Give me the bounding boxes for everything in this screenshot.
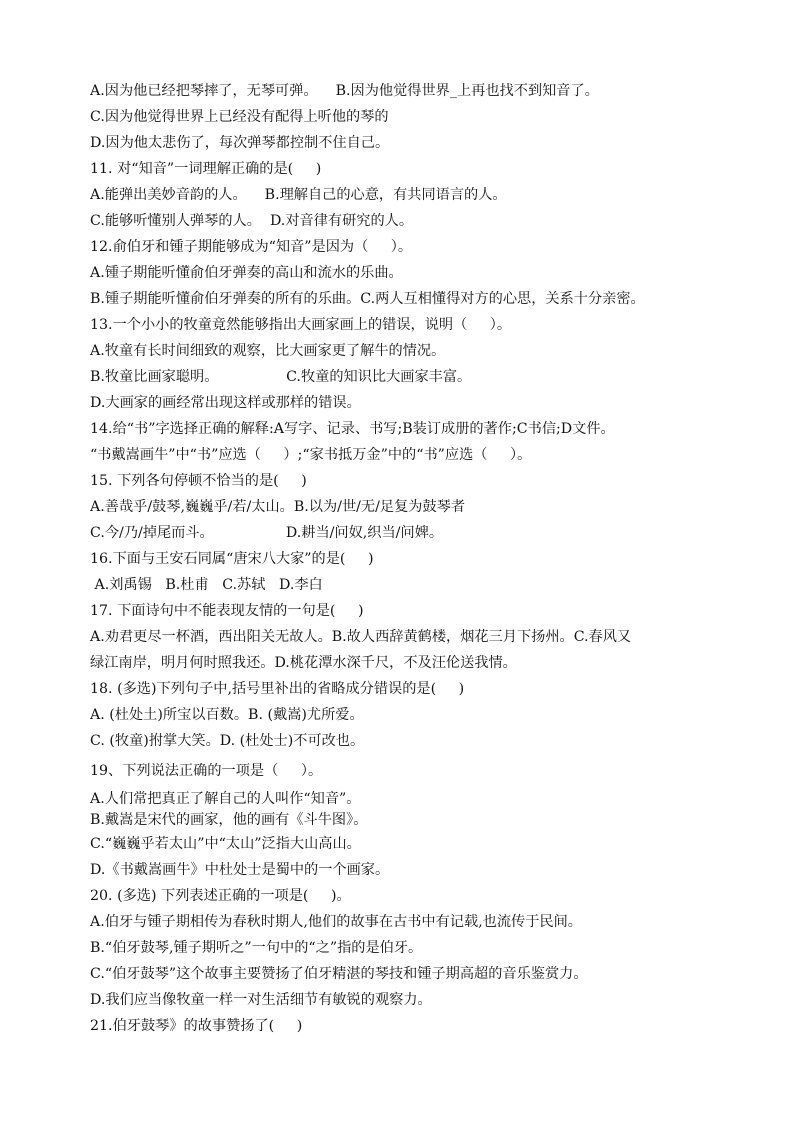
q21-stem: 21.伯牙鼓琴》的故事赞扬了( ) — [90, 1018, 303, 1034]
q20-option-d: D.我们应当像牧童一样一对生活细节有敏锐的观察力。 — [90, 992, 432, 1008]
q11-options-ab: A.能弹出美妙音韵的人。 B.理解自己的心意，有共同语言的人。 — [90, 187, 507, 203]
q15-stem: 15. 下列各句停顿不恰当的是( ) — [90, 473, 307, 489]
q20-option-b: B.“伯牙鼓琴,锺子期听之”一句中的“之”指的是伯牙。 — [90, 940, 423, 956]
q14-blanks: “书戴嵩画牛”中“书”应选（ ）;“家书抵万金”中的“书”应选（ ）。 — [90, 447, 532, 463]
q20-stem: 20. (多选) 下列表述正确的一项是( )。 — [90, 888, 351, 904]
q13-option-d: D.大画家的画经常出现这样或那样的错误。 — [90, 395, 361, 411]
q11-options-cd: C.能够听懂别人弹琴的人。 D.对音律有研究的人。 — [90, 213, 414, 229]
q19-stem: 19、下列说法正确的一项是（ ）。 — [90, 763, 323, 779]
q20-option-a: A.伯牙与锺子期相传为春秋时期人,他们的故事在古书中有记载,也流传于民间。 — [90, 914, 582, 930]
q17-stem: 17. 下面诗句中不能表现友情的一句是( ) — [90, 603, 364, 619]
q18-stem: 18. (多选)下列句子中,括号里补出的省略成分错误的是( ) — [90, 681, 465, 697]
q10-option-d: D.因为他太悲伤了，每次弹琴都控制不住自己。 — [90, 135, 390, 151]
q10-option-c: C.因为他觉得世界上已经没有配得上听他的琴的 — [90, 109, 389, 125]
q17-options-line1: A.劝君更尽一杯酒，西出阳关无故人。B.故人西辞黄鹤楼，烟花三月下扬州。C.春风又 — [90, 629, 632, 645]
q15-options-cd: C.今/乃/掉尾而斗。 D.耕当/问奴,织当/问婢。 — [90, 525, 444, 541]
q16-stem: 16.下面与王安石同属“唐宋八大家”的是( ) — [90, 551, 374, 567]
q12-options-bc: B.锺子期能听懂俞伯牙弹奏的所有的乐曲。C.两人互相懂得对方的心思，关系十分亲密。 — [90, 291, 645, 307]
q13-stem: 13.一个小小的牧童竟然能够指出大画家画上的错误，说明（ ）。 — [90, 317, 512, 333]
q15-options-ab: A.善哉乎/鼓琴,巍巍乎/若/太山。B.以为/世/无/足复为鼓琴者 — [90, 499, 466, 515]
q17-options-line2: 绿江南岸，明月何时照我还。D.桃花潭水深千尺，不及汪伦送我情。 — [90, 655, 517, 671]
q12-stem: 12.俞伯牙和锺子期能够成为“知音”是因为（ ）。 — [90, 239, 413, 255]
q19-option-c: C.“巍巍乎若太山”中“太山”泛指大山高山。 — [90, 836, 361, 852]
q14-stem: 14.给“书”字选择正确的解释:A写字、记录、书写;B装订成册的著作;C书信;D文件。 — [90, 421, 615, 437]
q18-options-ab: A. (杜处土)所宝以百数。B. (戴嵩)尤所爱。 — [90, 707, 364, 723]
q12-option-a: A.锺子期能听懂俞伯牙弹奏的高山和流水的乐曲。 — [90, 265, 403, 281]
q13-options-bc: B.牧童比画家聪明。 C.牧童的知识比大画家丰富。 — [90, 369, 472, 385]
q10-options-ab: A.因为他已经把琴摔了，无琴可弹。 B.因为他觉得世界_上再也找不到知音了。 — [90, 83, 599, 99]
q19-option-b: B.戴嵩是宋代的画家，他的画有《斗牛图》。 — [90, 812, 368, 828]
q19-option-a: A.人们常把真正了解自己的人叫作“知音”。 — [90, 791, 361, 807]
q18-options-cd: C. (牧童)拊掌大笑。D. (杜处士)不可改也。 — [90, 733, 365, 749]
q11-stem: 11. 对“知音”一词理解正确的是( ) — [90, 161, 322, 177]
q16-options: A.刘禹锡 B.杜甫 C.苏轼 D.李白 — [90, 577, 323, 593]
q13-option-a: A.牧童有长时间细致的观察，比大画家更了解牛的情况。 — [90, 343, 446, 359]
q20-option-c: C.“伯牙鼓琴”这个故事主要赞扬了伯牙精湛的琴技和锺子期高超的音乐鉴赏力。 — [90, 966, 588, 982]
q19-option-d: D.《书戴嵩画牛》中杜处士是蜀中的一个画家。 — [90, 862, 390, 878]
